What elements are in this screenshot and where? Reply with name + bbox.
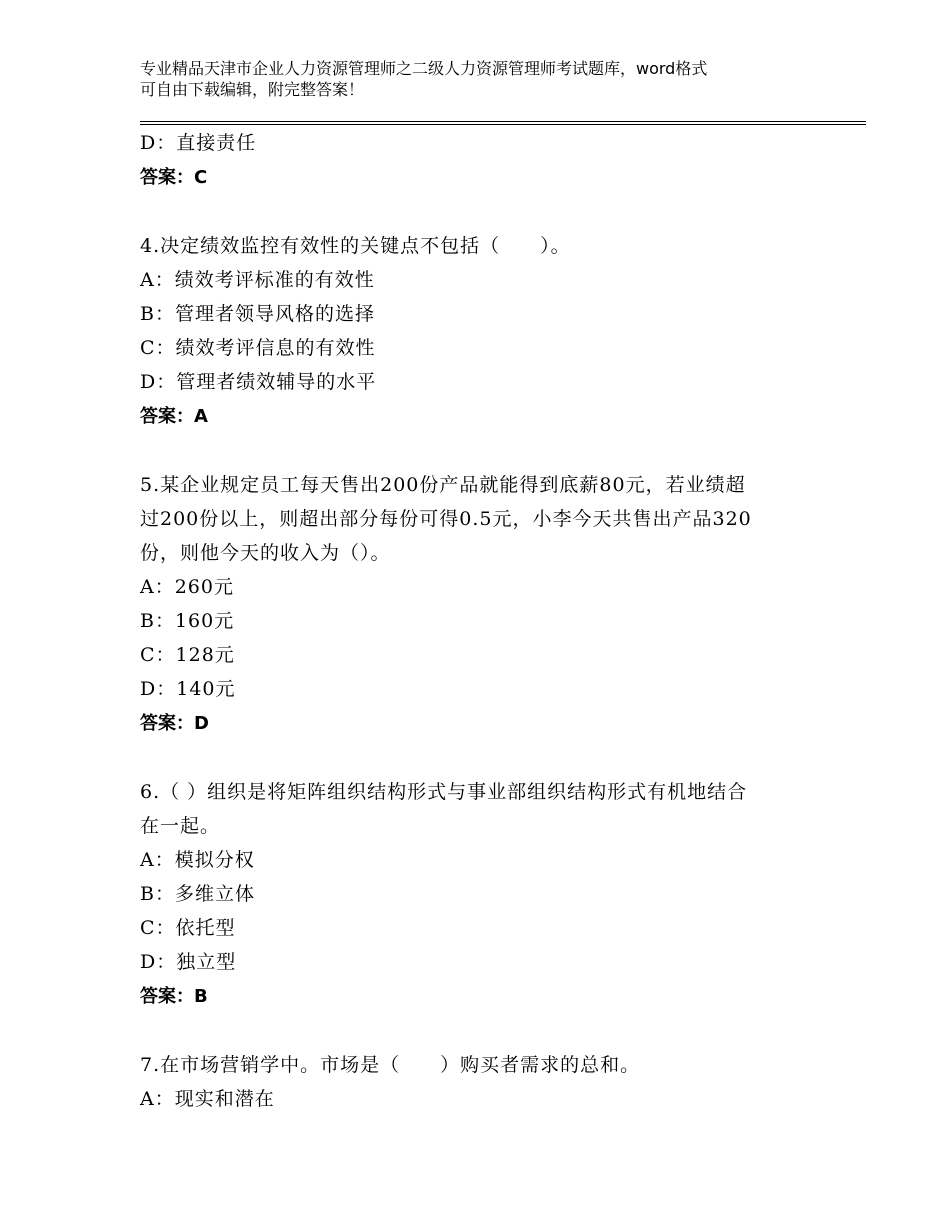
q6-option-c: C：依托型: [140, 917, 236, 939]
q4-question: 4.决定绩效监控有效性的关键点不包括（ ）。: [140, 235, 571, 257]
document-header: [140, 58, 860, 100]
q5-option-b: B：160元: [140, 610, 235, 632]
q5-option-a: A：260元: [140, 576, 234, 598]
header-divider-bottom: [140, 124, 866, 125]
q4-option-d: D：管理者绩效辅导的水平: [140, 371, 377, 393]
q6-option-b: B：多维立体: [140, 883, 255, 905]
q7-question: 7.在市场营销学中。市场是（ ）购买者需求的总和。: [140, 1054, 641, 1076]
header-divider-top: [140, 121, 866, 122]
q6-answer: 答案：B: [140, 986, 208, 1007]
q6-option-a: A：模拟分权: [140, 849, 255, 871]
q3-answer: 答案：C: [140, 167, 208, 188]
q4-option-b: B：管理者领导风格的选择: [140, 303, 375, 325]
q5-option-c: C：128元: [140, 644, 235, 666]
q5-option-d: D：140元: [140, 678, 236, 700]
q4-option-c: C：绩效考评信息的有效性: [140, 337, 376, 359]
q5-question-line-1: 5.某企业规定员工每天售出200份产品就能得到底薪80元，若业绩超: [140, 474, 746, 496]
q7-option-a: A：现实和潜在: [140, 1088, 275, 1110]
header-title-line-2: 可自由下载编辑，附完整答案！: [140, 80, 365, 99]
q6-question-line-1: 6.（ ）组织是将矩阵组织结构形式与事业部组织结构形式有机地结合: [140, 781, 748, 803]
q5-question-line-2: 过200份以上，则超出部分每份可得0.5元，小李今天共售出产品320: [140, 508, 752, 530]
q6-question-line-2: 在一起。: [140, 815, 221, 837]
q5-answer: 答案：D: [140, 713, 209, 734]
q3-option-d: D：直接责任: [140, 132, 257, 154]
header-title-line-1: 专业精品天津市企业人力资源管理师之二级人力资源管理师考试题库，word格式: [140, 59, 708, 78]
q4-option-a: A：绩效考评标准的有效性: [140, 269, 375, 291]
q4-answer: 答案：A: [140, 406, 208, 427]
q5-question-line-3: 份，则他今天的收入为（）。: [140, 542, 391, 564]
q6-option-d: D：独立型: [140, 951, 237, 973]
